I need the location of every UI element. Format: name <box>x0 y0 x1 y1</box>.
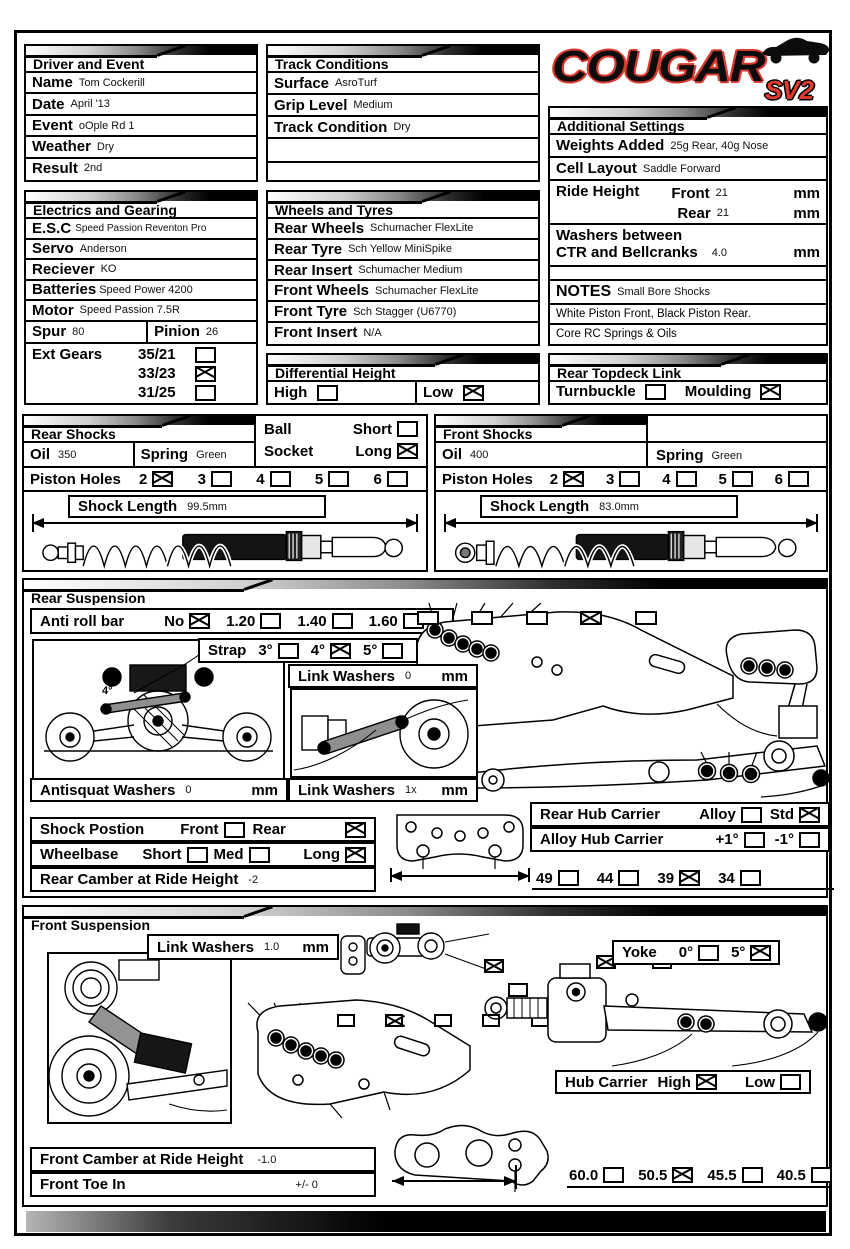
front-piston-6-checkbox[interactable] <box>788 471 809 487</box>
field-pinion: Pinion 26 <box>146 322 256 342</box>
front-insert-value[interactable]: N/A <box>363 326 382 339</box>
width-34-checkbox[interactable] <box>740 870 761 886</box>
grip-value[interactable]: Medium <box>353 99 393 111</box>
section-title: Additional Settings <box>557 117 685 133</box>
empty-cell <box>648 416 826 441</box>
section-title: Wheels and Tyres <box>275 201 394 217</box>
front-shock-drawing <box>444 524 818 570</box>
rear-camber-row: Rear Camber at Ride Height -2 <box>30 867 376 892</box>
antisquat-value[interactable]: 0 <box>185 784 192 796</box>
yoke-5deg-checkbox[interactable] <box>750 945 771 961</box>
rear-piston-holes-row: Piston Holes 2 3 4 5 6 <box>24 466 426 490</box>
ext-gear-31-25-checkbox[interactable] <box>195 385 216 401</box>
esc-value[interactable]: Speed Passion Reventon Pro <box>75 222 207 234</box>
rear-topdeck-header <box>550 355 826 380</box>
field-ride-height: Ride Height Front 21 mm Rear 21 mm <box>550 179 826 223</box>
field-servo: Servo Anderson <box>26 238 256 259</box>
width-455-checkbox[interactable] <box>742 1167 763 1183</box>
alloy-hub-minus1-checkbox[interactable] <box>799 832 820 848</box>
arb-no-checkbox[interactable] <box>189 613 210 629</box>
result-value[interactable]: 2nd <box>83 162 103 175</box>
rear-link-washers-lower-value[interactable]: 1x <box>404 784 417 796</box>
width-60-checkbox[interactable] <box>603 1167 624 1183</box>
section-title: Rear Suspension <box>31 589 146 605</box>
rear-insert-value[interactable]: Schumacher Medium <box>358 264 463 277</box>
rear-shocks-header <box>24 416 254 441</box>
field-rear-spring: Spring Green <box>140 446 227 463</box>
rear-piston-2-checkbox[interactable] <box>152 471 173 487</box>
ext-gear-33-23-checkbox[interactable] <box>195 366 216 382</box>
logo-model-text: SV2 <box>764 75 814 105</box>
weights-value[interactable]: 25g Rear, 40g Nose <box>670 139 769 152</box>
turnbuckle-checkbox[interactable] <box>645 384 666 400</box>
width-405-checkbox[interactable] <box>811 1167 832 1183</box>
front-camber-row: Front Camber at Ride Height -1.0 <box>30 1147 376 1172</box>
wheelbase-short-checkbox[interactable] <box>187 847 208 863</box>
rear-camber-value[interactable]: -2 <box>248 873 259 886</box>
front-oil-value[interactable]: 400 <box>470 448 489 461</box>
receiver-value[interactable]: KO <box>100 263 117 276</box>
rear-chassis-plate-drawing <box>387 807 532 869</box>
footer-bar <box>26 1211 826 1232</box>
rear-piston-3-checkbox[interactable] <box>211 471 232 487</box>
rear-shock-length-value[interactable]: 99.5mm <box>187 500 227 513</box>
strap-4deg-checkbox[interactable] <box>330 643 351 659</box>
diff-low-option: Low <box>415 382 538 403</box>
field-ctr-washers: Washers between CTR and Bellcranks 4.0 mm <box>550 223 826 265</box>
steering-assembly-drawing <box>337 920 497 982</box>
front-piston-2-checkbox[interactable] <box>563 471 584 487</box>
section-title: Rear Topdeck Link <box>557 364 682 380</box>
shock-position-row: Shock Postion Front Rear <box>30 817 376 842</box>
width-39-checkbox[interactable] <box>679 870 700 886</box>
notes-value[interactable]: Small Bore Shocks <box>617 286 711 298</box>
spur-value[interactable]: 80 <box>72 325 85 338</box>
shock-pos-rear-checkbox[interactable] <box>345 822 366 838</box>
rear-link-washers-lower-row: Link Washers 1x mm <box>288 778 478 802</box>
field-notes: NOTES Small Bore Shocks <box>550 279 826 303</box>
empty-row <box>268 137 538 161</box>
field-date: Date April '13 <box>26 92 256 113</box>
rear-link-washers-upper-row: Link Washers 0 mm <box>288 664 478 688</box>
section-title: Driver and Event <box>33 55 145 71</box>
field-motor: Motor Speed Passion 7.5R <box>26 299 256 320</box>
yoke-0deg-checkbox[interactable] <box>698 945 719 961</box>
surface-value[interactable]: AsroTurf <box>335 77 377 89</box>
notes-line-3 <box>550 323 826 342</box>
notes-line3-value[interactable]: Core RC Springs & Oils <box>556 327 677 340</box>
field-spur: Spur 80 <box>32 323 85 341</box>
alloy-hub-plus1-checkbox[interactable] <box>744 832 765 848</box>
rear-hub-std-checkbox[interactable] <box>799 807 820 823</box>
ctr-washers-value[interactable]: 4.0 <box>711 246 728 259</box>
rear-oil-value[interactable]: 350 <box>58 448 77 461</box>
width-505-checkbox[interactable] <box>672 1167 693 1183</box>
rear-piston-5-checkbox[interactable] <box>328 471 349 487</box>
front-piston-3-checkbox[interactable] <box>619 471 640 487</box>
field-rear-oil: Oil 350 <box>24 443 135 466</box>
front-plate-width-arrow <box>392 1180 516 1182</box>
rear-plate-width-arrow <box>390 875 530 877</box>
alloy-hub-carrier-row: Alloy Hub Carrier +1° -1° <box>530 827 830 852</box>
arb-120-checkbox[interactable] <box>260 613 281 629</box>
front-corner-drawing-box <box>47 952 232 1124</box>
ext-gear-35-21-checkbox[interactable] <box>195 347 216 363</box>
field-result: Result 2nd <box>26 157 256 178</box>
section-title: Differential Height <box>275 364 396 380</box>
hub-carrier-row: Hub Carrier High Low <box>555 1070 811 1094</box>
rear-topdeck-options: Turnbuckle Moulding <box>550 380 826 401</box>
electrics-header <box>26 192 256 217</box>
wheels-tyres-section <box>266 190 540 346</box>
diff-height-header <box>268 355 538 380</box>
name-value[interactable]: Tom Cockerill <box>78 76 145 89</box>
ball-socket-long-checkbox[interactable] <box>397 443 418 459</box>
rear-suspension-section <box>22 578 828 898</box>
arb-140-checkbox[interactable] <box>332 613 353 629</box>
strap-5deg-checkbox[interactable] <box>382 643 403 659</box>
rear-link-drawing <box>292 690 476 776</box>
field-surface: Surface AsroTurf <box>268 71 538 93</box>
header-gradient <box>26 46 256 55</box>
field-event: Event oOple Rd 1 <box>26 114 256 135</box>
front-tower-pos-1-checkbox[interactable] <box>337 1014 355 1027</box>
front-link-washers-value[interactable]: 1.0 <box>263 941 280 953</box>
ext-gear-option: 33/23 <box>138 365 216 382</box>
section-title: Rear Shocks <box>31 425 116 441</box>
rear-shock-length-box: Shock Length 99.5mm <box>68 495 326 518</box>
rear-width-options-row: 49 44 39 34 <box>532 868 834 890</box>
condition-value[interactable]: Dry <box>393 121 411 133</box>
rear-tower-pos-1-checkbox[interactable] <box>417 611 439 625</box>
driver-event-section <box>24 44 258 182</box>
track-conditions-header <box>268 46 538 71</box>
empty-row <box>268 161 538 178</box>
electrics-gearing-section <box>24 190 258 405</box>
field-front-wheels: Front Wheels Schumacher FlexLite <box>268 279 538 300</box>
front-link-washers-row: Link Washers 1.0 mm <box>147 934 339 960</box>
front-piston-holes-row: Piston Holes 2 3 4 5 6 <box>436 466 826 490</box>
rear-tower-pos-5-checkbox[interactable] <box>635 611 657 625</box>
servo-value[interactable]: Anderson <box>79 242 127 255</box>
date-value[interactable]: April '13 <box>70 98 110 111</box>
ride-height-rear-value[interactable]: 21 <box>716 207 729 219</box>
batteries-value[interactable]: Speed Power 4200 <box>99 283 193 296</box>
front-shocks-header <box>436 416 646 441</box>
rear-ball-socket-cell: Ball Short Socket Long <box>254 416 426 466</box>
section-title: Front Shocks <box>443 425 533 441</box>
rear-tower-pos-4-checkbox[interactable] <box>580 611 602 625</box>
rear-hub-alloy-checkbox[interactable] <box>741 807 762 823</box>
front-piston-4-checkbox[interactable] <box>676 471 697 487</box>
moulding-checkbox[interactable] <box>760 384 781 400</box>
car-silhouette-icon <box>760 34 834 64</box>
anti-roll-bar-row: Anti roll bar No 1.20 1.40 1.60 <box>30 608 454 634</box>
rear-shock-drawing <box>32 524 418 570</box>
ext-gear-option: 31/25 <box>138 384 216 401</box>
front-shock-length-box: Shock Length 83.0mm <box>480 495 738 518</box>
field-name: Name Tom Cockerill <box>26 71 256 92</box>
wheels-tyres-header <box>268 192 538 217</box>
field-weather: Weather Dry <box>26 135 256 156</box>
field-front-tyre: Front Tyre Sch Stagger (U6770) <box>268 300 538 321</box>
front-shocks-section <box>434 414 828 572</box>
notes-line2-value[interactable]: White Piston Front, Black Piston Rear. <box>556 308 751 320</box>
width-49-checkbox[interactable] <box>558 870 579 886</box>
differential-height-section <box>266 353 540 405</box>
section-title: Track Conditions <box>275 55 389 71</box>
rear-hub-carrier-row: Rear Hub Carrier Alloy Std <box>530 802 830 827</box>
driver-event-header <box>26 46 256 71</box>
field-rear-tyre: Rear Tyre Sch Yellow MiniSpike <box>268 238 538 259</box>
hub-carrier-low-checkbox[interactable] <box>780 1074 801 1090</box>
rear-link-washers-upper-value[interactable]: 0 <box>404 670 412 682</box>
motor-value[interactable]: Speed Passion 7.5R <box>79 304 180 317</box>
front-hub-kingpin-drawing <box>482 952 830 1077</box>
cougar-sv2-logo <box>552 42 828 104</box>
shock-pos-front-checkbox[interactable] <box>224 822 245 838</box>
front-tower-drawing <box>232 982 477 1124</box>
rear-spring-value[interactable]: Green <box>196 448 227 461</box>
diff-high-checkbox[interactable] <box>317 385 338 401</box>
rear-piston-4-checkbox[interactable] <box>270 471 291 487</box>
field-track-condition: Track Condition Dry <box>268 115 538 137</box>
field-cell-layout: Cell Layout Saddle Forward <box>550 156 826 179</box>
diff-high-option: High <box>268 382 415 403</box>
wheelbase-med-checkbox[interactable] <box>249 847 270 863</box>
strap-3deg-checkbox[interactable] <box>278 643 299 659</box>
front-wheels-value[interactable]: Schumacher FlexLite <box>375 284 479 297</box>
track-conditions-section <box>266 44 540 182</box>
field-front-insert: Front Insert N/A <box>268 321 538 342</box>
pinion-value[interactable]: 26 <box>205 325 219 338</box>
rear-tower-pos-2-checkbox[interactable] <box>471 611 493 625</box>
notes-line-2 <box>550 303 826 323</box>
front-suspension-section <box>22 905 828 1207</box>
field-weights-added: Weights Added 25g Rear, 40g Nose <box>550 133 826 156</box>
front-shock-length-value[interactable]: 83.0mm <box>599 500 639 513</box>
diff-low-checkbox[interactable] <box>463 385 484 401</box>
wheelbase-long-checkbox[interactable] <box>345 847 366 863</box>
field-front-oil: Oil 400 <box>436 441 646 466</box>
front-spring-value[interactable]: Green <box>711 449 743 462</box>
antisquat-washers-row: Antisquat Washers 0 mm <box>30 778 288 802</box>
logo-brand-text: COUGAR <box>552 42 765 91</box>
rear-tower-pos-3-checkbox[interactable] <box>526 611 548 625</box>
field-rear-insert: Rear Insert Schumacher Medium <box>268 259 538 280</box>
front-camber-value[interactable]: -1.0 <box>257 1153 277 1166</box>
front-tower-pos-3-checkbox[interactable] <box>434 1014 452 1027</box>
field-front-spring: Spring Green <box>648 441 826 468</box>
field-ext-gears: Ext Gears 35/21 33/23 31/25 <box>26 342 256 401</box>
ext-gear-option: 35/21 <box>138 346 216 363</box>
ball-socket-short-checkbox[interactable] <box>397 421 418 437</box>
rear-tyre-value[interactable]: Sch Yellow MiniSpike <box>348 243 453 256</box>
front-toe-row: Front Toe In +/- 0 <box>30 1172 376 1197</box>
ride-height-front-value[interactable]: 21 <box>715 187 728 199</box>
field-esc: E.S.C Speed Passion Reventon Pro <box>26 217 256 238</box>
front-tyre-value[interactable]: Sch Stagger (U6770) <box>353 305 457 318</box>
field-receiver: Reciever KO <box>26 258 256 279</box>
empty-row <box>550 265 826 279</box>
rear-topdeck-section <box>548 353 828 405</box>
section-title: Electrics and Gearing <box>33 201 177 217</box>
yoke-row: Yoke 0° 5° <box>612 940 780 965</box>
front-toe-value[interactable]: +/- 0 <box>295 1178 318 1191</box>
wheelbase-row: Wheelbase Short Med Long <box>30 842 376 867</box>
rear-wheels-value[interactable]: Schumacher FlexLite <box>370 222 474 235</box>
rear-shocks-section <box>22 414 428 572</box>
front-width-options-row: 60.0 50.5 45.5 40.5 <box>567 1164 830 1188</box>
field-batteries: Batteries Speed Power 4200 <box>26 279 256 300</box>
rear-link-drawing-box <box>290 688 478 778</box>
hub-carrier-high-checkbox[interactable] <box>696 1074 717 1090</box>
section-title: Front Suspension <box>31 916 150 932</box>
front-piston-5-checkbox[interactable] <box>732 471 753 487</box>
event-value[interactable]: oOple Rd 1 <box>78 119 135 132</box>
additional-settings-header <box>550 108 826 133</box>
front-tower-pos-2-checkbox[interactable] <box>385 1014 403 1027</box>
front-corner-drawing <box>49 954 230 1122</box>
camber-angle-annotation: 4° <box>102 685 113 697</box>
additional-settings-section <box>548 106 828 346</box>
weather-value[interactable]: Dry <box>96 140 115 153</box>
rear-piston-6-checkbox[interactable] <box>387 471 408 487</box>
cell-layout-value[interactable]: Saddle Forward <box>642 162 721 175</box>
field-grip-level: Grip Level Medium <box>268 93 538 115</box>
width-44-checkbox[interactable] <box>618 870 639 886</box>
field-rear-wheels: Rear Wheels Schumacher FlexLite <box>268 217 538 238</box>
strap-row: Strap 3° 4° 5° <box>198 638 418 663</box>
